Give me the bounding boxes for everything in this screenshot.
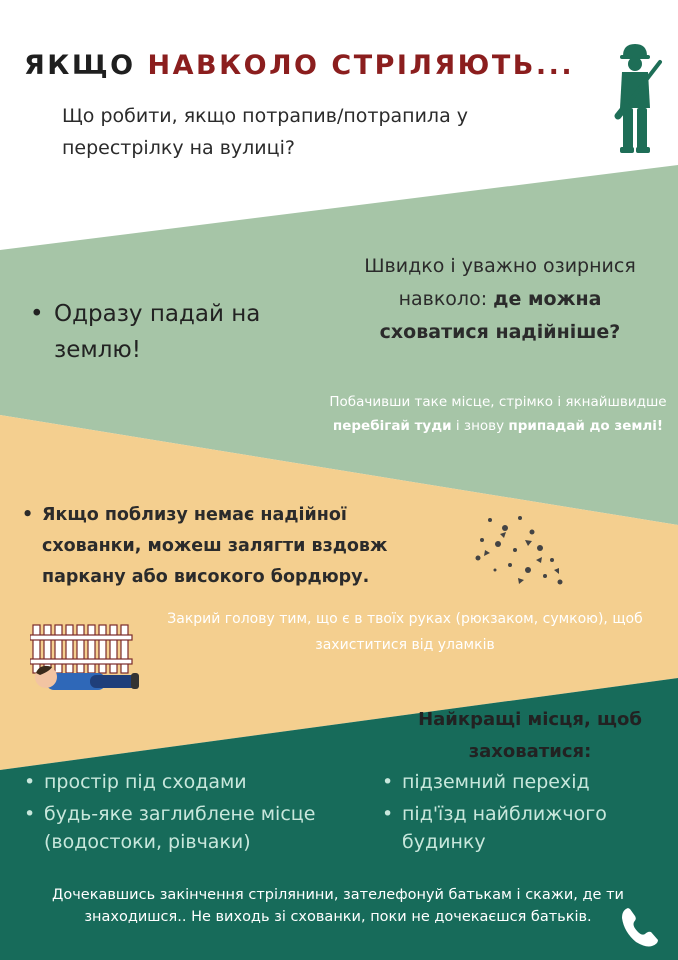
page-title <box>24 50 574 81</box>
look-around-emphasis: де можна сховатися надійніше? <box>379 288 621 343</box>
instruction-drop-to-ground <box>30 296 330 368</box>
instruction-look-around <box>350 250 650 349</box>
soldier-with-rifle-icon <box>614 42 664 154</box>
phone-icon <box>618 904 664 950</box>
best-places-list-right <box>382 768 672 856</box>
list-item-text: під'їзд найближчого будинку <box>402 803 607 853</box>
bullet: • <box>30 301 44 327</box>
note-run-to-cover <box>318 390 678 438</box>
title-prefix: ЯКЩО <box>24 50 148 81</box>
note-text-2: і знову <box>451 418 509 434</box>
best-places-title: Найкращі місця, щоб заховатися: <box>418 709 642 762</box>
child-lying-by-fence-illustration <box>30 615 142 700</box>
note-cover-head: Закрий голову тим, що є в твоїх руках (рюкзаком, сумкою), щоб захиститися від уламків <box>167 611 643 653</box>
bullet: • <box>382 803 394 825</box>
list-item <box>382 768 672 796</box>
instruction-text: Одразу падай на землю! <box>54 301 261 363</box>
list-item-text: простір під сходами <box>44 771 247 793</box>
note-text-1: Побачивши таке місце, стрімко і якнайшвидше <box>329 394 667 410</box>
bullet: • <box>24 803 36 825</box>
list-item <box>24 800 374 856</box>
bullet: • <box>22 505 34 525</box>
bullet: • <box>382 771 394 793</box>
list-item-text: підземний перехід <box>402 771 590 793</box>
note-emphasis-2: припадай до землі! <box>508 418 664 434</box>
list-item <box>24 768 374 796</box>
instruction-lie-by-fence <box>22 500 452 593</box>
look-around-text: Швидко і уважно озирнися навколо: <box>364 255 636 310</box>
list-item-text: будь-яке заглиблене місце (водостоки, рівчаки) <box>44 803 316 853</box>
debris-icon <box>470 510 570 590</box>
best-places-list-left <box>24 768 374 856</box>
title-accent: НАВКОЛО СТРІЛЯЮТЬ... <box>147 50 575 81</box>
instruction-text: Якщо поблизу немає надійної схованки, можеш залягти вздовж паркану або високого бордюру. <box>42 505 388 587</box>
list-item <box>382 800 672 856</box>
bullet: • <box>24 771 36 793</box>
note-emphasis-1: перебігай туди <box>332 418 452 434</box>
footer-instruction: Дочекавшись закінчення стрілянини, зателефонуй батькам і скажи, де ти знаходишся.. Не виходь зі схованки, поки не дочекаєшся батьків. <box>52 887 624 925</box>
subtitle: Що робити, якщо потрапив/потрапила у перестрілку на вулиці? <box>62 105 469 159</box>
